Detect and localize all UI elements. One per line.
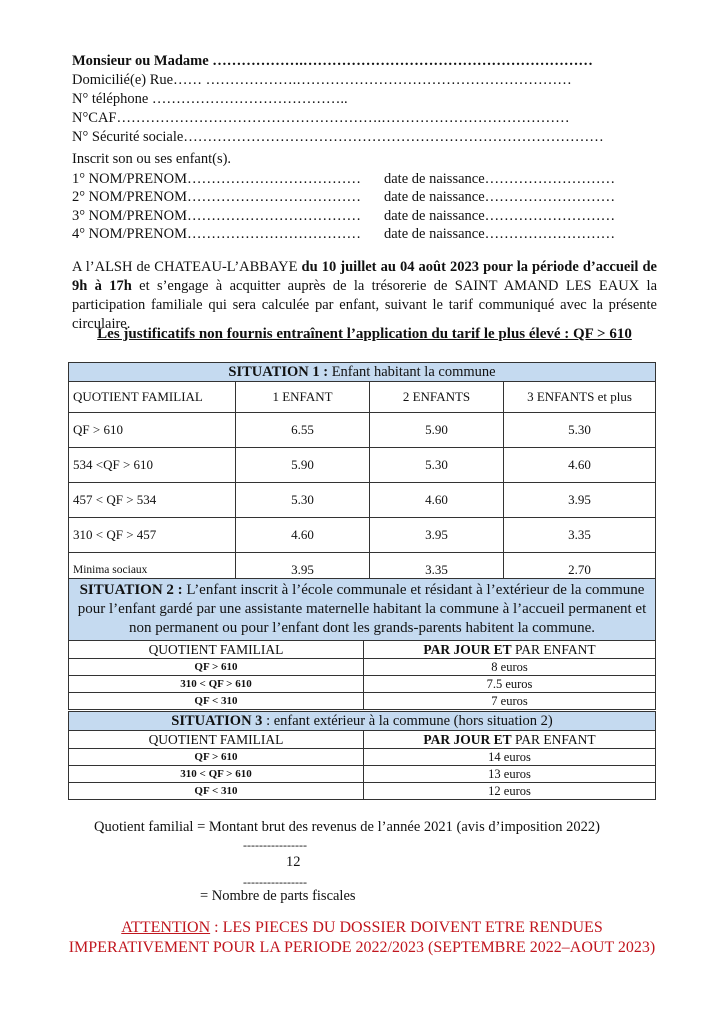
table-cell: 13 euros	[364, 766, 656, 783]
table-row	[69, 448, 656, 483]
child-name-field: 1° NOM/PRENOM………………………………	[72, 170, 361, 187]
title-bold: SITUATION 1 :	[228, 363, 329, 380]
header-rest: PAR ENFANT	[511, 731, 596, 747]
table-cell: 3.95	[504, 483, 656, 518]
situation-2-table	[68, 578, 656, 710]
table-row	[69, 783, 656, 800]
table-cell: 8 euros	[364, 659, 656, 676]
attention-text: : LES PIECES DU DOSSIER DOIVENT ETRE RENDUES IMPERATIVEMENT POUR LA PERIODE 2022/2023 (SEPTEMBRE 2022–AOUT 2023)	[68, 919, 656, 956]
title-rest: Enfant habitant la commune	[328, 363, 496, 380]
child-name-field: 2° NOM/PRENOM………………………………	[72, 189, 361, 205]
child-birthdate-field: date de naissance………………………	[384, 207, 616, 224]
table-cell: 5.30	[236, 483, 370, 518]
address-field: Domicilié(e) Rue…… ……………….…………………………………………………	[72, 72, 572, 88]
table-cell: 14 euros	[364, 749, 656, 766]
table-cell: 7 euros	[364, 693, 656, 710]
child-row	[72, 225, 652, 244]
attention-notice	[62, 918, 662, 958]
table-cell: 310 < QF > 610	[69, 766, 364, 783]
header-bold: PAR JOUR ET	[423, 731, 512, 747]
table-row	[69, 518, 656, 553]
column-header: 2 ENFANTS	[370, 382, 504, 413]
child-birthdate-field: date de naissance………………………	[384, 189, 616, 205]
table-cell: 7.5 euros	[364, 676, 656, 693]
title-rest: L’enfant inscrit à l’école communale et résidant à l’extérieur de la commune pour l’enfant gardé par une assistante maternelle habitant la commune à l’accueil permanent et non permanent ou pour l’enfant dont les grands-parents habitent la commune.	[77, 582, 647, 636]
formula-parts: = Nombre de parts fiscales	[200, 888, 356, 904]
table-cell: 3.35	[504, 518, 656, 553]
header-rest: PAR ENFANT	[511, 641, 596, 657]
table-row	[69, 766, 656, 783]
paragraph-part: et s’engage à acquitter auprès de la trésorerie de SAINT AMAND LES EAUX la participation familiale qui sera calculée par enfant, suivant le tarif communiqué avec la présente circulaire.	[72, 278, 657, 332]
table-cell: 2.70	[504, 553, 656, 588]
table-cell: QF > 610	[69, 659, 364, 676]
column-header: 3 ENFANTS et plus	[504, 382, 656, 413]
table-cell: 5.30	[370, 448, 504, 483]
title-bold: SITUATION 2 :	[79, 582, 183, 598]
column-header: 1 ENFANT	[236, 382, 370, 413]
table-title-row	[69, 579, 656, 641]
justification-notice: Les justificatifs non fournis entraînent l’application du tarif le plus élevé : QF > 610	[97, 326, 632, 342]
child-row	[72, 207, 652, 226]
table-cell: 3.95	[370, 518, 504, 553]
table-cell: QF < 310	[69, 693, 364, 710]
table-cell: 4.60	[370, 483, 504, 518]
column-header	[364, 641, 656, 659]
attention-label: ATTENTION	[121, 919, 211, 936]
table-row	[69, 749, 656, 766]
table-row	[69, 676, 656, 693]
table-cell: 4.60	[236, 518, 370, 553]
children-list	[72, 150, 652, 244]
table-cell: Minima sociaux	[69, 553, 236, 588]
children-intro: Inscrit son ou ses enfant(s).	[72, 151, 232, 167]
table-cell: 310 < QF > 457	[69, 518, 236, 553]
column-header: QUOTIENT FAMILIAL	[69, 641, 364, 659]
table-header-row	[69, 731, 656, 749]
situation-1-title	[69, 363, 656, 382]
situation-2-title	[69, 579, 656, 641]
formula-divisor: 12	[286, 854, 301, 870]
header-bold: PAR JOUR ET	[423, 641, 512, 657]
child-birthdate-field: date de naissance………………………	[384, 226, 616, 242]
quotient-formula: Quotient familial = Montant brut des revenus de l’année 2021 (avis d’imposition 2022)	[94, 819, 600, 835]
formula-divider: ----------------	[243, 875, 307, 889]
table-title-row	[69, 712, 656, 731]
table-cell: 12 euros	[364, 783, 656, 800]
situation-3-title	[69, 712, 656, 731]
child-birthdate-field: date de naissance………………………	[384, 170, 616, 187]
child-name-field: 3° NOM/PRENOM………………………………	[72, 207, 361, 224]
paragraph-part: A l’ALSH de CHATEAU-L’ABBAYE	[72, 259, 302, 275]
table-header-row	[69, 382, 656, 413]
table-cell: 4.60	[504, 448, 656, 483]
social-security-field: N° Sécurité sociale……………………………………………………………………………	[72, 129, 604, 145]
table-cell: 534 <QF > 610	[69, 448, 236, 483]
column-header: QUOTIENT FAMILIAL	[69, 731, 364, 749]
table-cell: 3.35	[370, 553, 504, 588]
situation-3-table	[68, 711, 656, 800]
table-cell: 6.55	[236, 413, 370, 448]
table-cell: QF > 610	[69, 413, 236, 448]
table-cell: 5.30	[504, 413, 656, 448]
table-cell: 5.90	[236, 448, 370, 483]
child-row	[72, 188, 652, 207]
table-title-row	[69, 363, 656, 382]
table-cell: 310 < QF > 610	[69, 676, 364, 693]
title-rest: : enfant extérieur à la commune (hors situation 2)	[262, 712, 553, 729]
formula-divider: ----------------	[243, 838, 307, 852]
table-cell: 3.95	[236, 553, 370, 588]
table-header-row	[69, 641, 656, 659]
column-header	[364, 731, 656, 749]
table-cell: QF < 310	[69, 783, 364, 800]
enrollment-paragraph	[72, 258, 657, 334]
child-name-field: 4° NOM/PRENOM………………………………	[72, 226, 361, 242]
table-row	[69, 693, 656, 710]
caf-field: N°CAF……………………………………………….…………………………………	[72, 110, 570, 126]
applicant-form	[72, 52, 652, 147]
paragraph-dates: du 10 juillet au 04 août 2023 pour la période d’accueil de 9h à 17h	[72, 259, 657, 294]
child-row	[72, 170, 652, 189]
title-bold: SITUATION 3	[171, 712, 263, 729]
table-cell: 5.90	[370, 413, 504, 448]
situation-1-table	[68, 362, 656, 588]
table-cell: 457 < QF > 534	[69, 483, 236, 518]
phone-field: N° téléphone …………………………………..	[72, 91, 348, 107]
applicant-name-field: Monsieur ou Madame ……………….……………………………………………………	[72, 53, 593, 69]
table-cell: QF > 610	[69, 749, 364, 766]
table-row	[69, 413, 656, 448]
table-row	[69, 659, 656, 676]
table-row	[69, 483, 656, 518]
column-header: QUOTIENT FAMILIAL	[69, 382, 236, 413]
